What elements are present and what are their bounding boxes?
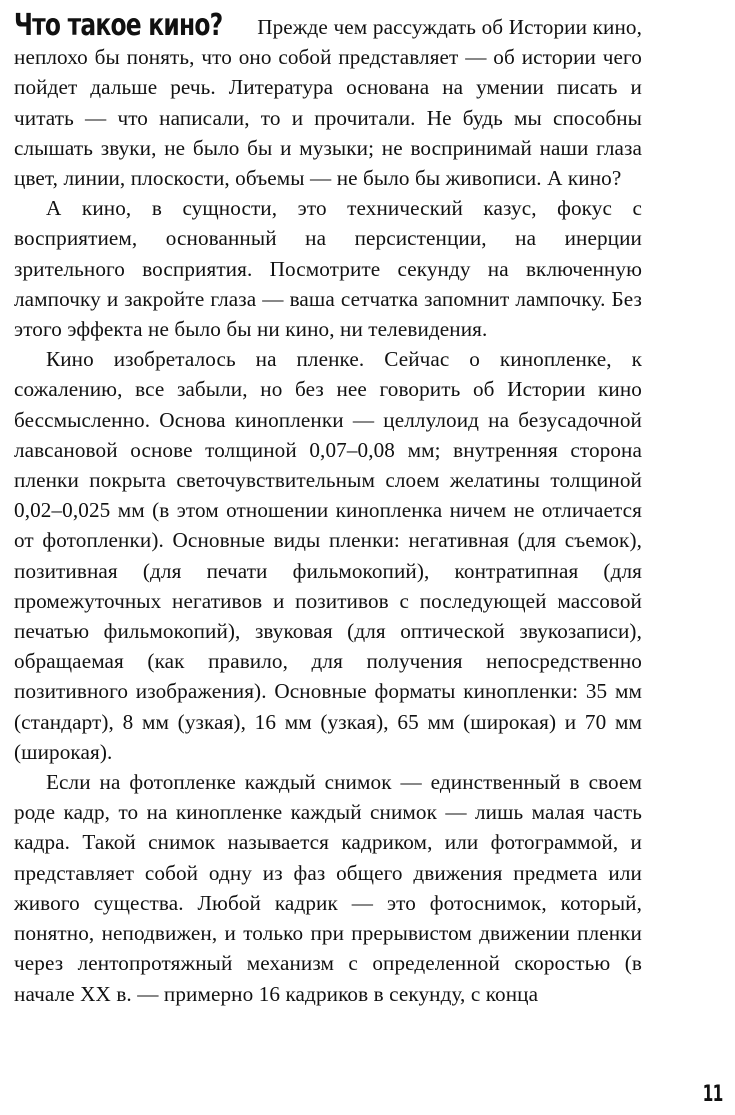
paragraph-4: Если на фотопленке каждый снимок — единственный в своем роде кадр, то на кинопленке каждый снимок — лишь малая часть кадра. Такой снимок называется кадриком, или фотограммой, и представляет собой одну из фаз общего движения предмета или живого существа. Любой кадрик — это фотоснимок, который, понятно, неподвижен, и только при прерывистом движении пленки через лентопротяжный механизм с определенной скоростью (в начале XX в. — примерно 16 кадриков в секунду, с конца <box>14 770 642 1006</box>
paragraph-2: А кино, в сущности, это технический казус, фокус с восприятием, основанный на персистенции, на инерции зрительного восприятия. Посмотрите секунду на включенную лампочку и закройте глаза — ваша сетчатка запомнит лампочку. Без этого эффекта не было бы ни кино, ни телевидения. <box>14 196 642 342</box>
paragraph-1-text: Прежде чем рассуждать об Истории кино, неплохо бы понять, что оно собой представляет — об истории чего пойдет дальше речь. Литература основана на умении писать и читать — что написали, то и прочитали. Не будь мы способны слышать звуки, не было бы и музыки; не воспринимай наши глаза цвет, линии, плоскости, объемы — не было бы живописи. А кино? <box>14 15 642 191</box>
page-body <box>14 10 642 1009</box>
paragraph-1 <box>14 10 642 193</box>
paragraph-3: Кино изобреталось на пленке. Сейчас о кинопленке, к сожалению, все забыли, но без нее говорить об Истории кино бессмысленно. Основа кинопленки — целлулоид на безусадочной лавсановой основе толщиной 0,07–0,08 мм; внутренняя сторона пленки покрыта светочувствительным слоем желатины толщиной 0,02–0,025 мм (в этом отношении кинопленка ничем не отличается от фотопленки). Основные виды пленки: негативная (для съемок), позитивная (для печати фильмокопий), контратипная (для промежуточных негативов и позитивов с последующей массовой печатью фильмокопий), звуковая (для оптической звукозаписи), обращаемая (как правило, для получения непосредственно позитивного изображения). Основные форматы кинопленки: 35 мм (стандарт), 8 мм (узкая), 16 мм (узкая), 65 мм (широкая) и 70 мм (широкая). <box>14 347 642 764</box>
section-heading: Что такое кино? <box>14 8 223 43</box>
page-number: 11 <box>702 1082 723 1107</box>
